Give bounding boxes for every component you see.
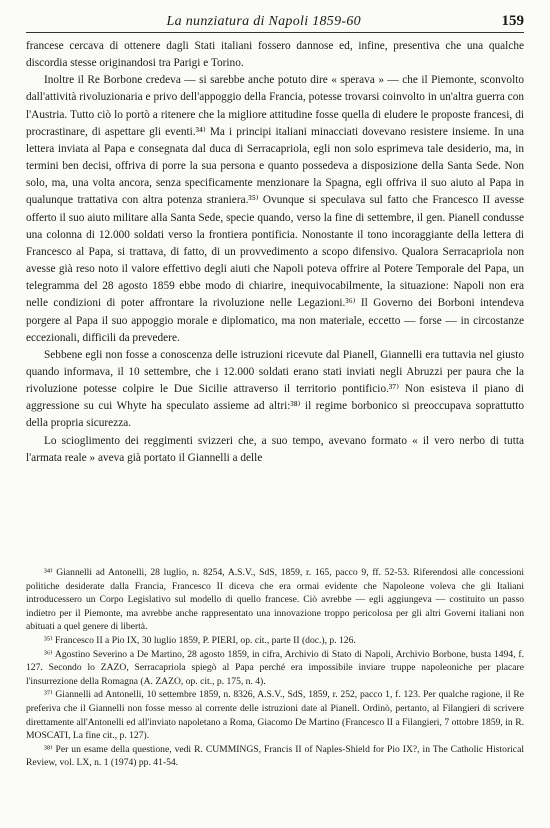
- main-text: [26, 38, 524, 467]
- footnote-38: ³⁸⁾ Per un esame della questione, vedi R. CUMMINGS, Francis II of Naples-Shield for Pio IX?, in The Catholic Historical Review, vol. LX, n. 1 (1974) pp. 41-54.: [26, 743, 524, 769]
- footnote-36: ³⁶⁾ Agostino Severino a De Martino, 28 agosto 1859, in cifra, Archivio di Stato di Napoli, Archivio Borbone, busta 1494, f. 127. Secondo lo ZAZO, Serracapriola spiegò al Papa perché era impossibile inviare truppe napoleoniche per placare l'insurrezione della Romagna (A. ZAZO, op. cit., p. 175, n. 4).: [26, 648, 524, 687]
- header-rule: [26, 32, 524, 33]
- paragraph: Lo scioglimento dei reggimenti svizzeri che, a suo tempo, avevano formato « il vero nerbo di tutta l'armata reale » aveva già portato il Giannelli a delle: [26, 434, 524, 464]
- page-number: 159: [501, 13, 524, 29]
- page-header: [26, 8, 524, 30]
- footnote-35: ³⁵⁾ Francesco II a Pio IX, 30 luglio 1859, P. PIERI, op. cit., parte II (doc.), p. 126.: [44, 634, 356, 646]
- footnote-37: ³⁷⁾ Giannelli ad Antonelli, 10 settembre 1859, n. 8326, A.S.V., SdS, 1859, r. 252, pacco 1, f. 123. Per qualche ragione, il Re preferiva che il Giannelli non fosse messo al corrente delle istruzioni date al Pianell. Ordinò, pertanto, al Filangieri di scrivere direttamente all'Antonelli ed all'inviato napoletano a Roma, Giacomo De Martino (Francesco II a Filangieri, 7 ottobre 1859, in R. MOSCATI, La fine cit., p. 127).: [26, 689, 524, 742]
- paragraph: francese cercava di ottenere dagli Stati italiani fossero dannose ed, infine, presentiva che una qualche discordia stesse originandosi tra Parigi e Torino.: [26, 40, 524, 70]
- paragraph: Inoltre il Re Borbone credeva — si sarebbe anche potuto dire « sperava » — che il Piemonte, sconvolto dall'attività rivoluzionaria e privo dell'appoggio della Francia, potesse trovarsi coinvolto in un'altra guerra con l'Austria. Tutto ciò lo portò a ritenere che la migliore attitudine fosse quella di eludere le proposte francesi, di procrastinare, di aspettare gli eventi.³⁴⁾ Ma i principi italiani minacciati dovevano resistere insieme. In una lettera inviata al Papa e consegnata dal duca di Serracapriola, egli non solo esprimeva tale desiderio, ma, in termini ben decisi, offriva di porre la sua persona e quanto possedeva a disposizione della Santa Sede. Non solo, ma, una volta ancora, senza specificamente menzionare la Spagna, egli offriva il suo aiuto al Papa in qualunque trattativa con altra potenza straniera.³⁵⁾ Ovunque si speculava sul fatto che Francesco II avesse offerto il suo aiuto militare alla Santa Sede, specie quando, verso la fine di settembre, il gen. Pianell condusse una colonna di 12.000 soldati verso la frontiera pontificia. Nonostante il tono incoraggiante della lettera di Francesco al Papa, si trattava, di fatto, di un provvedimento a scopo difensivo. Qualora Serracapriola non avesse già reso noto il valore effettivo degli aiuti che Napoli poteva offrire al Potere Temporale del Papa, un telegramma del 28 agosto 1859 ebbe modo di chiarire, inequivocabilmente, la situazione: Napoli non era nelle condizioni di poter affrontare la rivoluzione nelle Legazioni.³⁶⁾ Il Governo dei Borboni intendeva porgere al Papa il suo appoggio morale e diplomatico, ma non materiale, eccetto — forse — in circostanze eccezionali, difficili da prevedere.: [26, 74, 524, 344]
- footnote-34: ³⁴⁾ Giannelli ad Antonelli, 28 luglio, n. 8254, A.S.V., SdS, 1859, r. 165, pacco 9, ff. 52-53. Riferendosi alle concessioni politiche desiderate dalla Francia, Francesco II diceva che era ormai evidente che Napoleone voleva che gli Italiani introducessero un Corpo Legislativo sul modello di quello francese. Ciò avrebbe — egli aggiungeva — costituito un passo indietro per il Piemonte, ma avrebbe anche rappresentato una innovazione troppo pericolosa per gli altri Governi italiani non abituati a quel genere di libertà.: [26, 567, 524, 633]
- footnotes: [26, 566, 524, 770]
- paragraph: Sebbene egli non fosse a conoscenza delle istruzioni ricevute dal Pianell, Giannelli era tuttavia nel giusto quando informava, il 10 settembre, che i 12.000 soldati erano stati inviati negli Abruzzi per paura che la rivoluzione potesse colpire le Due Sicilie attraverso il territorio pontificio.³⁷⁾ Non esisteva il piano di aggressione su cui Whyte ha speculato assieme ad altri:³⁸⁾ il regime borbonico si preoccupava soprattutto della propria sicurezza.: [26, 348, 524, 430]
- running-title: La nunziatura di Napoli 1859-60: [166, 14, 361, 29]
